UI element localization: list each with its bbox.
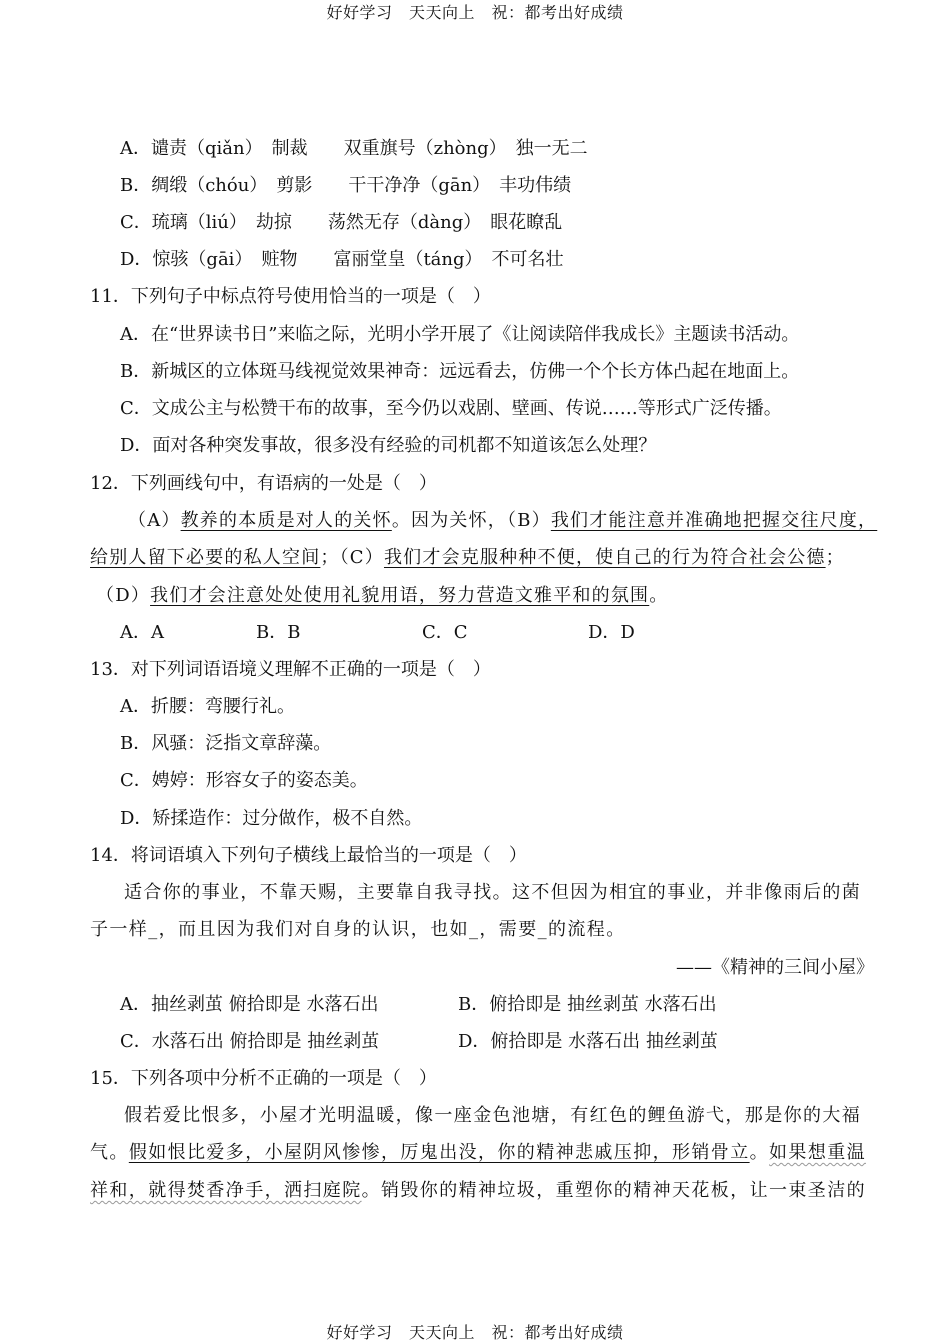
q14-passage-line-2: 子一样_，而且因为我们对自身的认识，也如_，需要_的流程。: [90, 919, 626, 940]
q12-underlined-a: 教养的本质是对人的关怀: [180, 510, 392, 531]
q12-underlined-b: 我们才能注意并准确地把握交往尺度，: [550, 510, 878, 531]
q15-passage-line-2: [90, 1141, 866, 1165]
q12-option-a: A．A: [120, 622, 164, 643]
q14-option-c: C．水落石出 俯拾即是 抽丝剥茧: [120, 1031, 380, 1052]
q14-option-d: D．俯拾即是 水落石出 抽丝剥茧: [458, 1031, 718, 1052]
q12-underlined-d: 我们才会注意处处使用礼貌用语，努力营造文雅平和的氛围: [150, 585, 650, 606]
q14-passage-line-1: 适合你的事业，不靠天赐，主要靠自我寻找。这不但因为相宜的事业，并非像雨后的菌: [124, 882, 862, 903]
q12-underlined-c: 我们才会克服种种不便，使自己的行为符合社会公德: [383, 547, 826, 568]
page-footer: 好好学习 天天向上 祝：都考出好成绩: [326, 1323, 624, 1342]
q12-underlined-b-cont: 给别人留下必要的私人空间: [90, 547, 321, 568]
q12-passage-line-1: [128, 509, 877, 533]
q12-passage-line-2: [90, 546, 845, 570]
q12-text: 。因为关怀，（B）: [391, 510, 551, 531]
q15-text: 。销毁你的精神垃圾，重塑你的精神天花板，让一束圣洁的: [361, 1180, 867, 1201]
q11-option-c: C．文成公主与松赞干布的故事，至今仍以戏剧、壁画、传说……等形式广泛传播。: [120, 398, 782, 419]
q12-passage-line-3: [96, 584, 668, 608]
q15-passage-line-3: [90, 1179, 866, 1203]
q11-option-d: D．面对各种突发事故，很多没有经验的司机都不知道该怎么处理？: [120, 435, 657, 456]
q11-option-a: A．在“世界读书日”来临之际，光明小学开展了《让阅读陪伴我成长》主题读书活动。: [120, 324, 800, 345]
q14-stem: 14．将词语填入下列句子横线上最恰当的一项是（ ）: [90, 845, 527, 866]
page-header: 好好学习 天天向上 祝：都考出好成绩: [326, 3, 624, 22]
q10-option-d: D．惊骇（gāi） 赃物 富丽堂皇（táng） 不可名壮: [120, 249, 564, 270]
q15-underlined-1: 假如恨比爱多，小屋阴风惨惨，厉鬼出没，你的精神悲戚压抑，形销骨立: [128, 1142, 750, 1163]
q12-option-d: D．D: [588, 622, 635, 643]
q14-option-a: A．抽丝剥茧 俯拾即是 水落石出: [120, 994, 379, 1015]
q12-option-c: C．C: [422, 622, 468, 643]
q14-option-b: B．俯拾即是 抽丝剥茧 水落石出: [458, 994, 717, 1015]
q12-label-d: （D）: [96, 585, 151, 606]
q13-option-c: C．娉婷：形容女子的姿态美。: [120, 770, 368, 791]
q13-option-b: B．风骚：泛指文章辞藻。: [120, 733, 332, 754]
q13-stem: 13．对下列词语语境义理解不正确的一项是（ ）: [90, 659, 491, 680]
q11-option-b: B．新城区的立体斑马线视觉效果神奇：远远看去，仿佛一个个长方体凸起在地面上。: [120, 361, 800, 382]
q13-option-a: A．折腰：弯腰行礼。: [120, 696, 295, 717]
q15-stem: 15．下列各项中分析不正确的一项是（ ）: [90, 1068, 437, 1089]
q10-option-c: C．琉璃（liú） 劫掠 荡然无存（dàng） 眼花瞭乱: [120, 212, 563, 233]
q12-option-b: B．B: [256, 622, 301, 643]
q15-text: 。: [749, 1142, 770, 1163]
q12-text: ；: [825, 547, 845, 568]
q13-option-d: D．矫揉造作：过分做作，极不自然。: [120, 808, 423, 829]
q10-option-b: B．绸缎（chóu） 剪影 干干净净（gān） 丰功伟绩: [120, 175, 572, 196]
q12-text: 。: [649, 585, 669, 606]
q11-stem: 11．下列句子中标点符号使用恰当的一项是（ ）: [90, 286, 491, 307]
q14-source: ——《精神的三间小屋》: [676, 957, 874, 978]
q12-label-a: （A）: [128, 510, 181, 531]
q15-wavy-underlined-2-cont: 祥和，就得焚香净手，洒扫庭院: [90, 1180, 362, 1201]
q12-text: ；（C）: [320, 547, 384, 568]
q15-passage-line-1: 假若爱比恨多，小屋才光明温暖，像一座金色池塘，有红色的鲤鱼游弋，那是你的大福: [124, 1105, 862, 1126]
q10-option-a: A．谴责（qiǎn） 制裁 双重旗号（zhòng） 独一无二: [120, 138, 588, 159]
q15-wavy-underlined-2: 如果想重温: [769, 1142, 867, 1163]
q15-text: 气。: [90, 1142, 129, 1163]
q12-stem: 12．下列画线句中，有语病的一处是（ ）: [90, 473, 437, 494]
